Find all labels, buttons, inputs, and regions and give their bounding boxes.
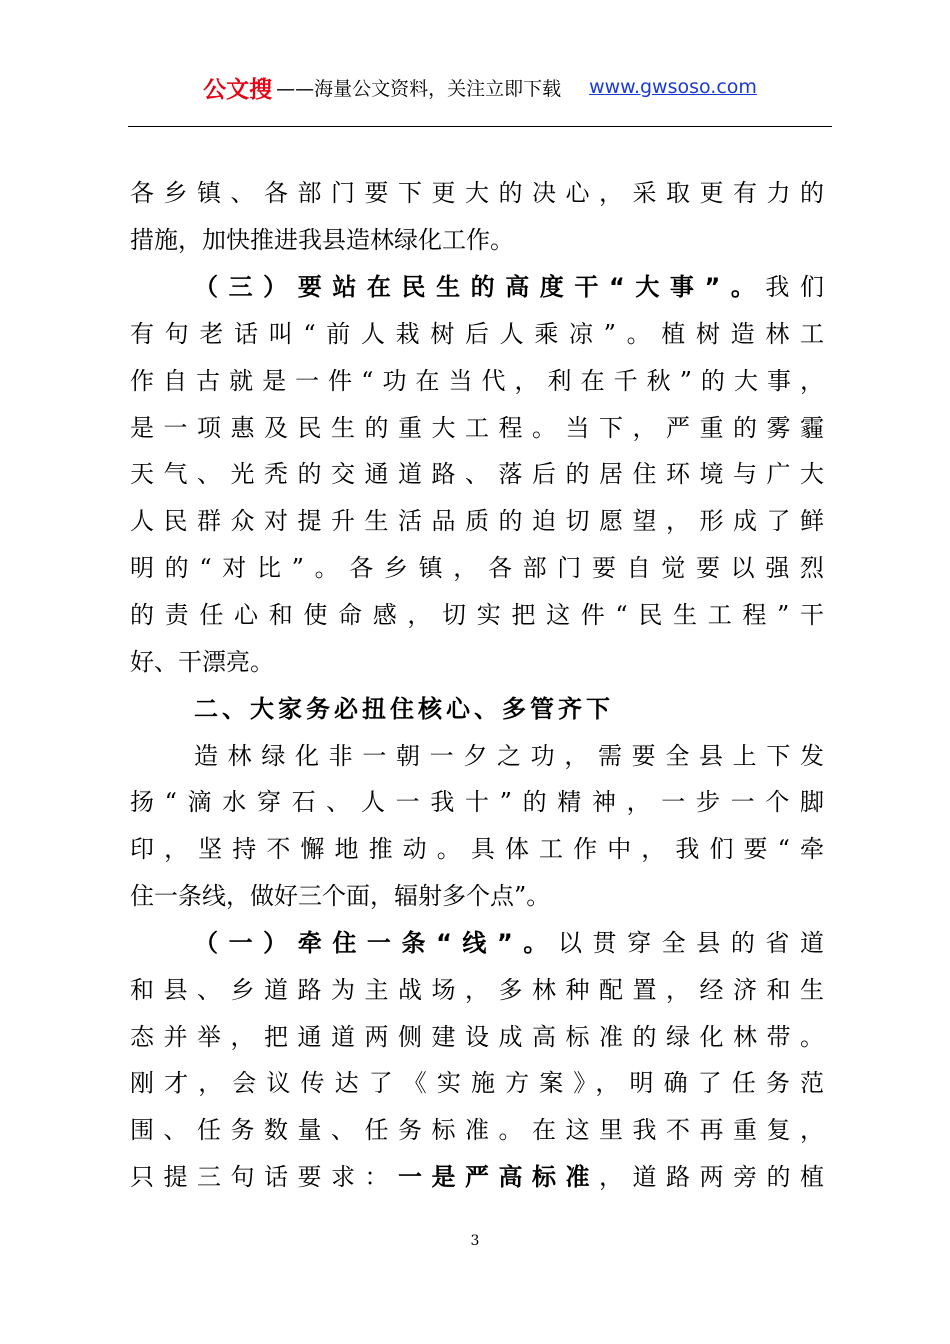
body-line: 和县、乡道路为主战场，多林种配置，经济和生 xyxy=(130,976,824,1004)
body-line-subheading: （一）牵住一条“线”。以贯穿全县的省道 xyxy=(194,929,825,957)
body-line: 态并举，把通道两侧建设成高标准的绿化林带。 xyxy=(130,1023,824,1051)
body-line-subheading: （三）要站在民生的高度干“大事”。我们 xyxy=(194,273,825,301)
body-line: 扬“滴水穿石、人一我十”的精神，一步一个脚 xyxy=(130,788,824,816)
body-line: 有句老话叫“前人栽树后人乘凉”。植树造林工 xyxy=(130,320,824,348)
brand-logo-text: 公文搜 xyxy=(203,76,273,103)
body-line: 围、任务数量、任务标准。在这里我不再重复， xyxy=(130,1116,824,1144)
body-line: 印，坚持不懈地推动。具体工作中，我们要“牵 xyxy=(130,835,824,863)
body-line: 造林绿化非一朝一夕之功，需要全县上下发 xyxy=(194,742,824,770)
body-line: 明的“对比”。各乡镇，各部门要自觉要以强烈 xyxy=(130,554,824,582)
body-line: 是一项惠及民生的重大工程。当下，严重的雾霾 xyxy=(130,414,824,442)
body-line: 刚才，会议传达了《实施方案》，明确了任务范 xyxy=(130,1069,824,1097)
body-line: 好、干漂亮。 xyxy=(130,648,274,676)
page-header xyxy=(128,70,832,104)
header-slogan: ——海量公文资料，关注立即下载 xyxy=(276,77,562,100)
subheading-bold: （三）要站在民生的高度干“大事”。 xyxy=(194,273,766,301)
body-line: 只提三句话要求：一是严高标准，道路两旁的植 xyxy=(130,1163,824,1191)
subheading-bold: （一）牵住一条“线”。 xyxy=(194,929,558,957)
body-line: 的责任心和使命感，切实把这件“民生工程”干 xyxy=(130,601,824,629)
body-line: 作自古就是一件“功在当代，利在千秋”的大事， xyxy=(130,367,824,395)
emphasis-bold: 一是严高标准 xyxy=(398,1163,599,1191)
section-heading-bold: 二、大家务必扭住核心、多管齐下 xyxy=(194,695,614,723)
body-line: 人民群众对提升生活品质的迫切愿望，形成了鲜 xyxy=(130,507,824,535)
header-website-link[interactable]: www.gwsoso.com xyxy=(589,76,757,98)
section-heading xyxy=(194,692,824,726)
body-line: 住一条线，做好三个面，辐射多个点”。 xyxy=(130,882,551,910)
body-line: 各乡镇、各部门要下更大的决心，采取更有力的 xyxy=(130,179,824,207)
body-line: 措施，加快推进我县造林绿化工作。 xyxy=(130,226,514,254)
page-number: 3 xyxy=(470,1233,480,1249)
header-divider xyxy=(128,126,832,127)
body-line: 天气、光秃的交通道路、落后的居住环境与广大 xyxy=(130,460,824,488)
